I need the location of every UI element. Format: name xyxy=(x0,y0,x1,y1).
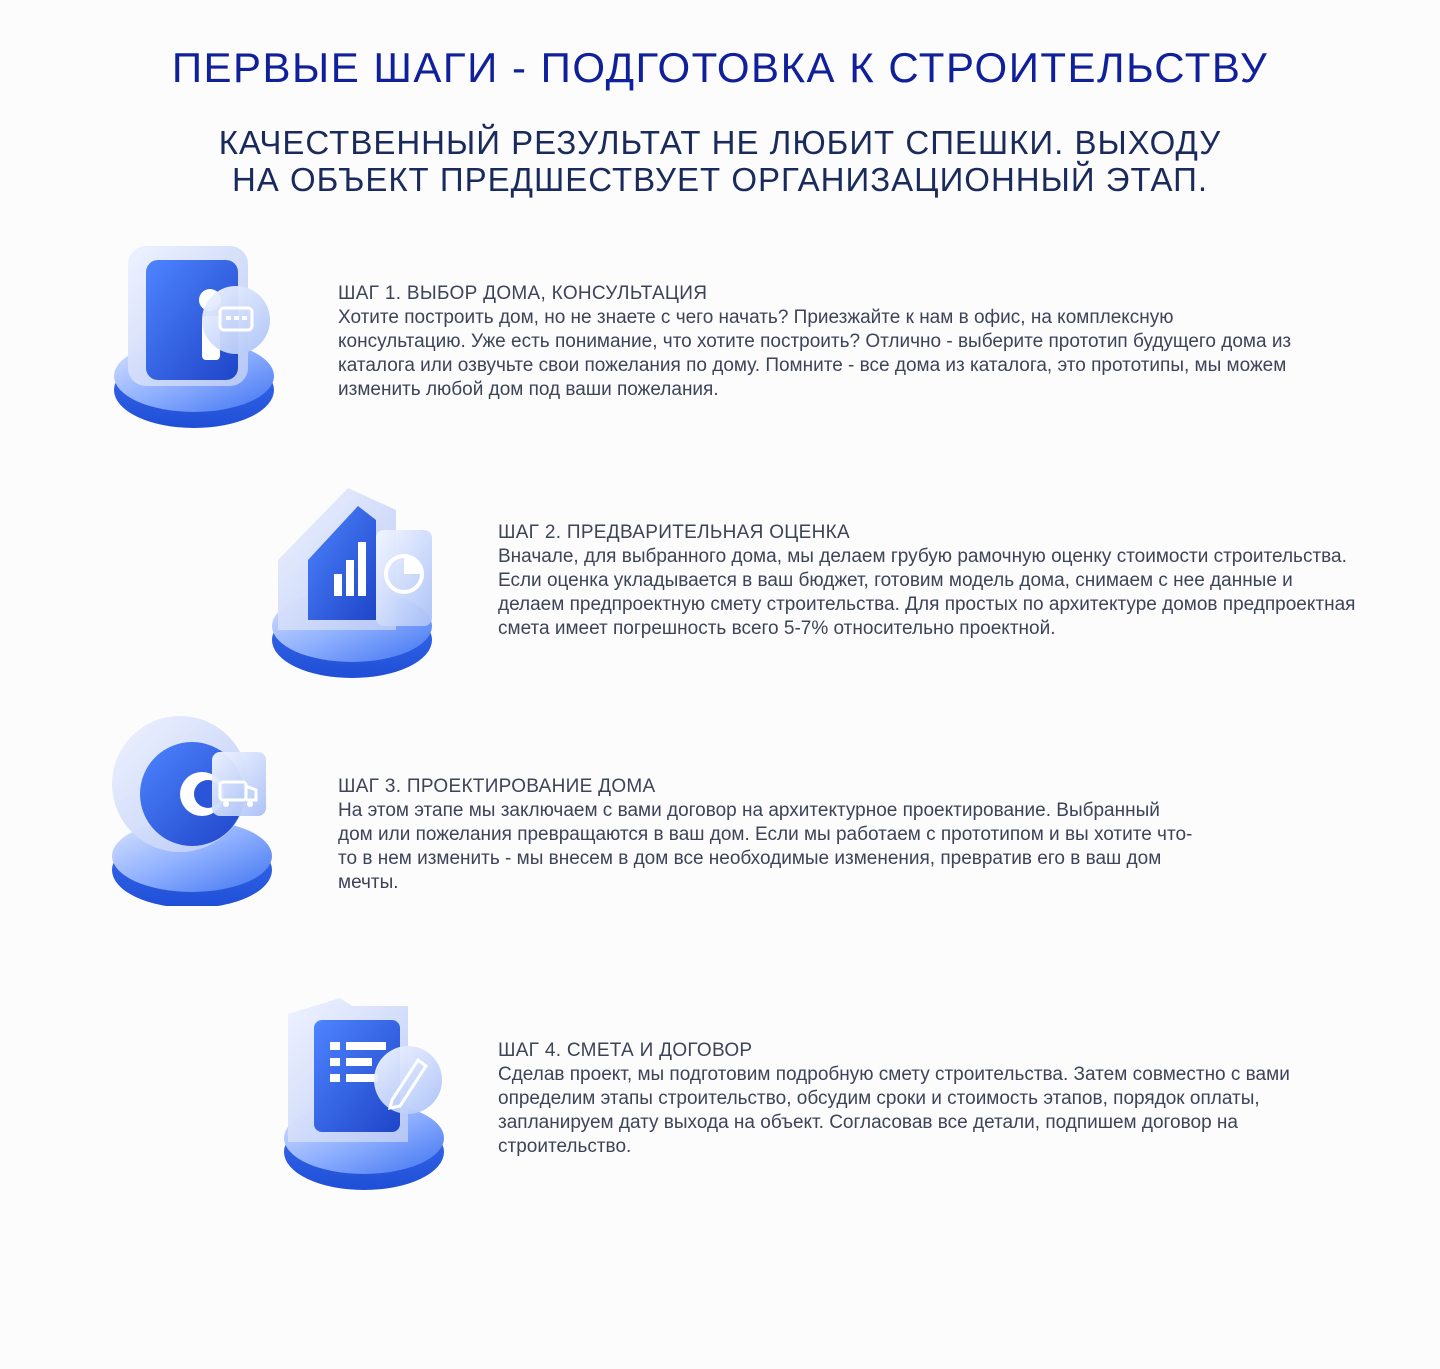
step-1 xyxy=(338,282,1298,402)
step-4-heading: ШАГ 4. СМЕТА И ДОГОВОР xyxy=(498,1040,753,1061)
step-1-body: Хотите построить дом, но не знаете с чего начать? Приезжайте к нам в офис, на комплексную консультацию. Уже есть понимание, что хотите построить? Отлично - выберите прототип будущего дома из каталога или озвучьте свои пожелания по дому. Помните - все дома из каталога, это прототипы, мы можем изменить любой дом под ваши пожелания. xyxy=(338,307,1292,400)
step-2 xyxy=(498,521,1358,641)
step-2-body: Вначале, для выбранного дома, мы делаем грубую рамочную оценку стоимости строительства. Если оценка укладывается в ваш бюджет, готовим модель дома, снимаем с нее данные и делаем предпроектную смету строительства. Для простых по архитектуре домов предпроектная смета имеет погрешность всего 5-7% относительно проектной. xyxy=(498,546,1356,639)
page-subtitle: КАЧЕСТВЕННЫЙ РЕЗУЛЬТАТ НЕ ЛЮБИТ СПЕШКИ. ВЫХОДУ НА ОБЪЕКТ ПРЕДШЕСТВУЕТ ОРГАНИЗАЦИОННЫЙ ЭТАП. xyxy=(218,124,1222,198)
step-3 xyxy=(338,775,1198,895)
consultation-person-icon xyxy=(110,230,290,430)
contract-document-icon xyxy=(280,992,460,1192)
chart-estimate-icon xyxy=(268,480,448,680)
step-2-heading: ШАГ 2. ПРЕДВАРИТЕЛЬНАЯ ОЦЕНКА xyxy=(498,522,850,543)
step-4 xyxy=(498,1039,1358,1159)
step-4-body: Сделав проект, мы подготовим подробную смету строительства. Затем совместно с вами определим этапы строительство, обсудим сроки и стоимость этапов, порядок оплаты, запланируем дату выхода на объект. Согласовав все детали, подпишем договор на строительство. xyxy=(498,1064,1290,1157)
step-1-heading: ШАГ 1. ВЫБОР ДОМА, КОНСУЛЬТАЦИЯ xyxy=(338,283,708,304)
page-title: ПЕРВЫЕ ШАГИ - ПОДГОТОВКА К СТРОИТЕЛЬСТВУ xyxy=(171,44,1269,91)
design-circle-icon xyxy=(108,706,288,906)
step-3-body: На этом этапе мы заключаем с вами договор на архитектурное проектирование. Выбранный дом или пожелания превращаются в ваш дом. Если мы работаем с прототипом и вы хотите что-то в нем изменить - мы внесем в дом все необходимые изменения, превратив его в ваш дом мечты. xyxy=(338,800,1193,893)
step-3-heading: ШАГ 3. ПРОЕКТИРОВАНИЕ ДОМА xyxy=(338,776,656,797)
